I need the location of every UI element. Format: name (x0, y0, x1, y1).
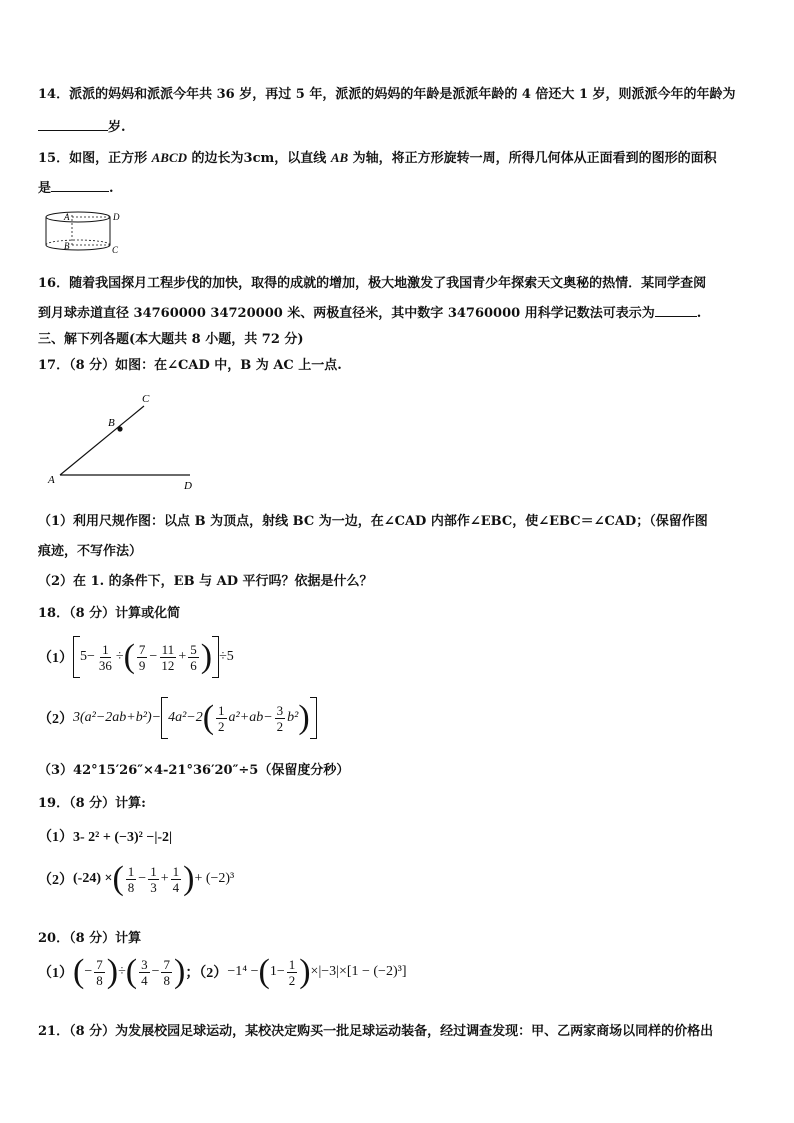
expr-text: 3- 2² + (−3)² −|-2| (73, 830, 173, 845)
expr-text: 3(a²−2ab+b²)− (73, 710, 162, 725)
bracket-open (161, 697, 168, 739)
q18-head: 18．（8 分）计算或化简 (38, 606, 181, 621)
fraction (148, 864, 159, 895)
paren-open: ( (123, 638, 135, 675)
expr-text: −1⁴ − (227, 964, 259, 979)
bracket-close (310, 697, 317, 739)
label-a: A (48, 474, 55, 486)
q15-text: 是 (38, 181, 52, 196)
q19-head: 19．（8 分）计算: (38, 796, 146, 811)
denominator: 4 (172, 879, 180, 895)
fraction (126, 864, 137, 895)
q16-line1: 16．随着我国探月工程步伐的加快，取得的成就的增加，极大地激发了我国青少年探索天文奥秘的热情．某同学查阅 (38, 276, 707, 291)
numerator: 1 (102, 641, 109, 657)
denominator: 2 (276, 718, 284, 734)
part-label: ；（2） (185, 966, 228, 981)
expr-text: ×|−3|×[1 − (−2)³] (310, 964, 407, 979)
denominator: 3 (150, 879, 157, 895)
numerator: 1 (127, 863, 135, 879)
label-a: A (64, 212, 70, 222)
q20-head: 20．（8 分）计算 (38, 931, 142, 946)
q17-p1-line2: 痕迹，不写作法） (38, 544, 143, 559)
denominator: 8 (127, 879, 135, 895)
q16-line2 (38, 302, 701, 321)
denominator: 36 (98, 657, 112, 673)
expr-text: 4a²−2 (168, 710, 203, 725)
fraction (171, 864, 182, 895)
q15-ab: AB (330, 150, 349, 165)
q18-p3: （3）42°15′26″×4-21°36′20″÷5（保留度分秒） (38, 763, 350, 778)
numerator: 1 (218, 702, 225, 718)
paren-open: ( (73, 953, 85, 990)
paren-close: ) (299, 953, 311, 990)
label-c: C (112, 245, 119, 255)
paren-close: ) (298, 699, 310, 736)
numerator: 7 (163, 956, 170, 972)
expr-text: 5− (80, 649, 95, 664)
denominator: 12 (161, 657, 175, 673)
operator: − (138, 871, 147, 886)
denominator: 2 (218, 718, 225, 734)
fraction (275, 703, 286, 734)
numerator: 7 (138, 641, 146, 657)
answer-blank (51, 179, 109, 192)
operator: − (149, 649, 158, 664)
part-label: （2） (38, 873, 73, 888)
fraction (216, 703, 227, 734)
fraction (139, 957, 150, 988)
numerator: 7 (96, 956, 103, 972)
q15-abcd: ABCD (151, 150, 188, 165)
q16-text: . (696, 306, 702, 321)
denominator: 8 (163, 972, 170, 988)
paren-close: ) (183, 860, 195, 897)
operator: ÷ (118, 964, 126, 979)
expr-text: + (−2)³ (194, 871, 235, 886)
q17-p1-line1: （1）利用尺规作图：以点 B 为顶点，射线 BC 为一边，在∠CAD 内部作∠EBC，使∠EBC＝∠CAD；（保留作图 (38, 514, 708, 529)
operator: + (160, 871, 169, 886)
operator: ÷ (115, 649, 124, 664)
q14-line1: 14．派派的妈妈和派派今年共 36 岁，再过 5 年，派派的妈妈的年龄是派派年龄的 4 倍还大 1 岁，则派派今年的年龄为 (38, 87, 736, 102)
paren-open: ( (112, 860, 124, 897)
numerator: 1 (288, 956, 296, 972)
expr-text: ÷5 (219, 649, 234, 664)
expr-text: b² (287, 710, 299, 725)
q20-parts (38, 955, 406, 989)
part-label: （1） (38, 966, 73, 981)
q15-text: 15．如图，正方形 (38, 151, 152, 166)
operator: − (151, 964, 160, 979)
numerator: 3 (141, 956, 148, 972)
q18-p1 (38, 636, 234, 678)
numerator: 1 (150, 863, 157, 879)
label-d: D (113, 212, 120, 222)
numerator: 11 (161, 641, 175, 657)
fraction (287, 957, 298, 988)
q15-text: 的边长为3cm，以直线 (187, 151, 331, 166)
expr-text: (-24) × (73, 871, 113, 886)
bracket-open (73, 636, 80, 678)
q14-suffix: 岁. (108, 120, 126, 135)
q18-p2 (38, 697, 317, 739)
denominator: 4 (141, 972, 148, 988)
label-b: B (108, 417, 115, 429)
label-d: D (184, 480, 192, 490)
denominator: 8 (96, 972, 103, 988)
fraction (159, 642, 176, 673)
label-b: B (64, 241, 70, 251)
q17-head: 17．（8 分）如图：在∠CAD 中，B 为 AC 上一点. (38, 358, 342, 373)
q15-line1 (38, 147, 717, 166)
denominator: 6 (190, 657, 197, 673)
denominator: 2 (288, 972, 296, 988)
q15-line2 (38, 177, 114, 196)
bracket-close (212, 636, 219, 678)
q15-text: 为轴，将正方形旋转一周，所得几何体从正面看到的图形的面积 (348, 151, 717, 166)
paren-open: ( (258, 953, 270, 990)
angle-figure (44, 390, 204, 490)
fraction (188, 642, 199, 673)
q16-text: 到月球赤道直径 34760000 34720000 米、两极直径米，其中数字 34760000 用科学记数法可表示为 (38, 306, 655, 321)
q19-p2 (38, 862, 234, 896)
paren-close: ) (173, 953, 186, 990)
answer-blank (38, 118, 108, 131)
expr-text: 1− (269, 964, 285, 979)
part-label: （2） (38, 712, 73, 727)
q14-line2 (38, 116, 126, 135)
q21-line1: 21．（8 分）为发展校园足球运动，某校决定购买一批足球运动装备，经过调查发现：甲、乙两家商场以同样的价格出 (38, 1024, 714, 1039)
denominator: 9 (138, 657, 146, 673)
part-label: （1） (38, 651, 73, 666)
q17-p2: （2）在 1. 的条件下，EB 与 AD 平行吗？依据是什么？ (38, 574, 373, 589)
fraction (94, 957, 105, 988)
numerator: 5 (190, 641, 197, 657)
q15-text: . (109, 181, 114, 196)
paren-open: ( (202, 699, 215, 736)
fraction (161, 957, 172, 988)
cylinder-figure (38, 205, 128, 261)
numerator: 3 (276, 702, 284, 718)
answer-blank (655, 304, 697, 317)
numerator: 1 (172, 863, 180, 879)
paren-open: ( (125, 953, 138, 990)
label-c: C (142, 393, 150, 405)
operator: + (178, 649, 187, 664)
section-heading: 三、解下列各题(本大题共 8 小题，共 72 分) (38, 332, 304, 347)
fraction (97, 642, 114, 673)
fraction (137, 642, 148, 673)
expr-text: a²+ab− (228, 710, 273, 725)
q19-p1 (38, 826, 172, 846)
paren-close: ) (200, 638, 213, 675)
minus-sign: − (84, 964, 93, 979)
part-label: （1） (38, 830, 73, 845)
paren-close: ) (106, 953, 119, 990)
